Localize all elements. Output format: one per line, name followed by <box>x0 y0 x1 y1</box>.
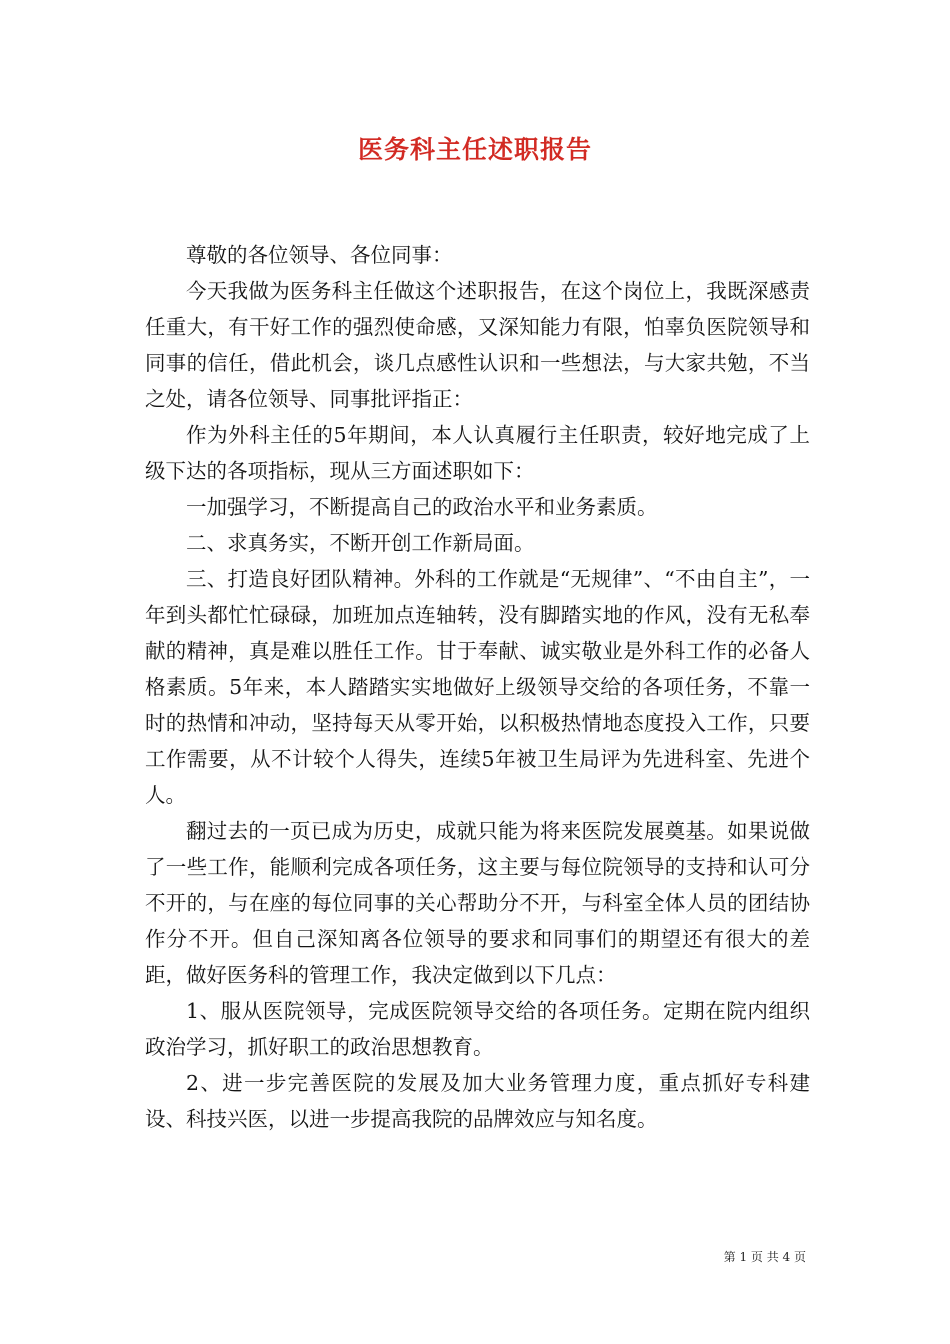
paragraph: 2、进一步完善医院的发展及加大业务管理力度，重点抓好专科建设、科技兴医，以进一步提高我院的品牌效应与知名度。 <box>145 1071 810 1131</box>
paragraph: 三、打造良好团队精神。外科的工作就是“无规律”、“不由自主”，一年到头都忙忙碌碌，加班加点连轴转，没有脚踏实地的作风，没有无私奉献的精神，真是难以胜任工作。甘于奉献、诚实敬业是外科工作的必备人格素质。5年来，本人踏踏实实地做好上级领导交给的各项任务，不靠一时的热情和冲动，坚持每天从零开始，以积极热情地态度投入工作，只要工作需要，从不计较个人得失，连续5年被卫生局评为先进科室、先进个人。 <box>145 567 810 807</box>
document-body <box>145 237 810 1137</box>
salutation: 尊敬的各位领导、各位同事： <box>186 243 453 267</box>
page-number: 第 1 页 共 4 页 <box>723 1250 806 1264</box>
paragraph: 今天我做为医务科主任做这个述职报告，在这个岗位上，我既深感责任重大，有干好工作的强烈使命感，又深知能力有限，怕辜负医院领导和同事的信任，借此机会，谈几点感性认识和一些想法，与大家共勉，不当之处，请各位领导、同事批评指正： <box>145 279 810 411</box>
paragraph: 翻过去的一页已成为历史，成就只能为将来医院发展奠基。如果说做了一些工作，能顺利完成各项任务，这主要与每位院领导的支持和认可分不开的，与在座的每位同事的关心帮助分不开，与科室全体人员的团结协作分不开。但自己深知离各位领导的要求和同事们的期望还有很大的差距，做好医务科的管理工作，我决定做到以下几点： <box>145 819 810 987</box>
paragraph: 作为外科主任的5年期间，本人认真履行主任职责，较好地完成了上级下达的各项指标，现从三方面述职如下： <box>145 423 810 483</box>
paragraph: 二、求真务实，不断开创工作新局面。 <box>186 531 535 555</box>
paragraph: 一加强学习，不断提高自己的政治水平和业务素质。 <box>186 495 658 519</box>
page-title: 医务科主任述职报告 <box>357 135 592 164</box>
paragraph: 1、服从医院领导，完成医院领导交给的各项任务。定期在院内组织政治学习，抓好职工的政治思想教育。 <box>145 999 810 1059</box>
